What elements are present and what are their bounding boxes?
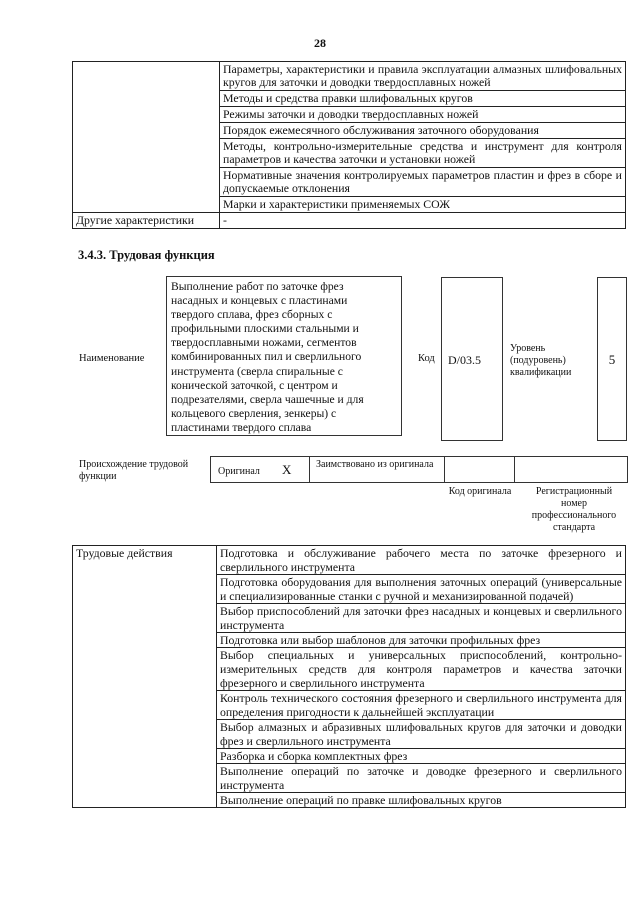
name-label: Наименование — [79, 353, 145, 364]
table-cell: Разборка и сборка комплектных фрез — [217, 749, 626, 764]
table-cell: Подготовка оборудования для выполнения заточных операций (универсальные и специализированные станки с ручной и механизированной подачей) — [217, 575, 626, 604]
registration-number-caption: Регистрационный номер профессионального стандарта — [531, 486, 617, 533]
original-mark: X — [282, 462, 292, 477]
level-label-line: Уровень — [510, 343, 546, 354]
table-cell: Выбор приспособлений для заточки фрез насадных и концевых и сверлильного инструмента — [217, 604, 626, 633]
function-name-line: комбинированных пил и сверлильного — [171, 350, 362, 364]
function-name-line: инструмента (сверла спиральные с — [171, 364, 343, 378]
other-characteristics-label: Другие характеристики — [73, 213, 220, 229]
level-label — [510, 343, 571, 379]
page-number: 28 — [314, 36, 326, 50]
function-name-line: подрезателями, сверла чашечные и для — [171, 392, 364, 406]
table-cell: Порядок ежемесячного обслуживания заточного оборудования — [220, 123, 626, 139]
table-cell: Марки и характеристики применяемых СОЖ — [220, 197, 626, 213]
table-cell: Подготовка или выбор шаблонов для заточки профильных фрез — [217, 633, 626, 648]
table-cell: Выполнение операций по правке шлифовальных кругов — [217, 793, 626, 808]
function-name-line: пластинами твердого сплава — [171, 420, 312, 434]
table-cell: Методы, контрольно-измерительные средства и инструмент для контроля параметров и качества заточки и установки ножей — [220, 139, 626, 168]
function-name-box — [166, 276, 402, 436]
table-cell: Контроль технического состояния фрезерного и сверлильного инструмента для определения пригодности к дальнейшей эксплуатации — [217, 691, 626, 720]
table-cell: Подготовка и обслуживание рабочего места по заточке фрезерного и сверлильного инструмента — [217, 546, 626, 575]
table-cell: Методы и средства правки шлифовальных кругов — [220, 91, 626, 107]
level-label-line: (подуровень) — [510, 355, 566, 366]
table-cell: Режимы заточки и доводки твердосплавных ножей — [220, 107, 626, 123]
function-name-line: профильными плоскими стальными и — [171, 322, 359, 336]
origin-divider — [309, 456, 310, 483]
table-cell: Параметры, характеристики и правила эксплуатации алмазных шлифовальных кругов для заточки и доводки твердосплавных ножей — [220, 62, 626, 91]
table-cell: Нормативные значения контролируемых параметров пластин и фрез в сборе и допускаемые отклонения — [220, 168, 626, 197]
function-name-line: кольцевого сверления, зенкеры) с — [171, 406, 337, 420]
function-name-line: Выполнение работ по заточке фрез — [171, 280, 344, 293]
table-cell: Выбор алмазных и абразивных шлифовальных кругов для заточки и доводки фрез и сверлильного инструмента — [217, 720, 626, 749]
labor-actions-label: Трудовые действия — [73, 546, 217, 808]
origin-divider — [444, 456, 445, 483]
function-name-line: насадных и концевых с пластинами — [171, 294, 348, 308]
borrowed-label: Заимствовано из оригинала — [316, 459, 434, 470]
other-characteristics-value: - — [220, 213, 626, 229]
code-label: Код — [418, 353, 435, 364]
table-cell: Выбор специальных и универсальных приспособлений, контрольно-измерительных средств для контроля параметров и качества заточки фрезерного и сверлильного инструмента — [217, 648, 626, 691]
code-value: D/03.5 — [448, 353, 481, 367]
knowledge-table — [72, 61, 626, 229]
function-name-line: конической заточкой, с центром и — [171, 378, 338, 392]
labor-actions-table — [72, 545, 626, 808]
origin-divider — [514, 456, 515, 483]
table-row-label-empty — [73, 62, 220, 213]
original-label: Оригинал — [218, 466, 260, 477]
level-value: 5 — [608, 352, 616, 367]
origin-label: Происхождение трудовой функции — [79, 459, 189, 482]
function-name-line: твердосплавными ножами, сегментов — [171, 336, 357, 350]
level-label-line: квалификации — [510, 367, 572, 378]
function-name-line: твердого сплава, фрез сборных с — [171, 308, 333, 322]
section-title: 3.4.3. Трудовая функция — [78, 248, 215, 262]
original-code-caption: Код оригинала — [448, 486, 512, 497]
table-cell: Выполнение операций по заточке и доводке фрезерного и сверлильного инструмента — [217, 764, 626, 793]
